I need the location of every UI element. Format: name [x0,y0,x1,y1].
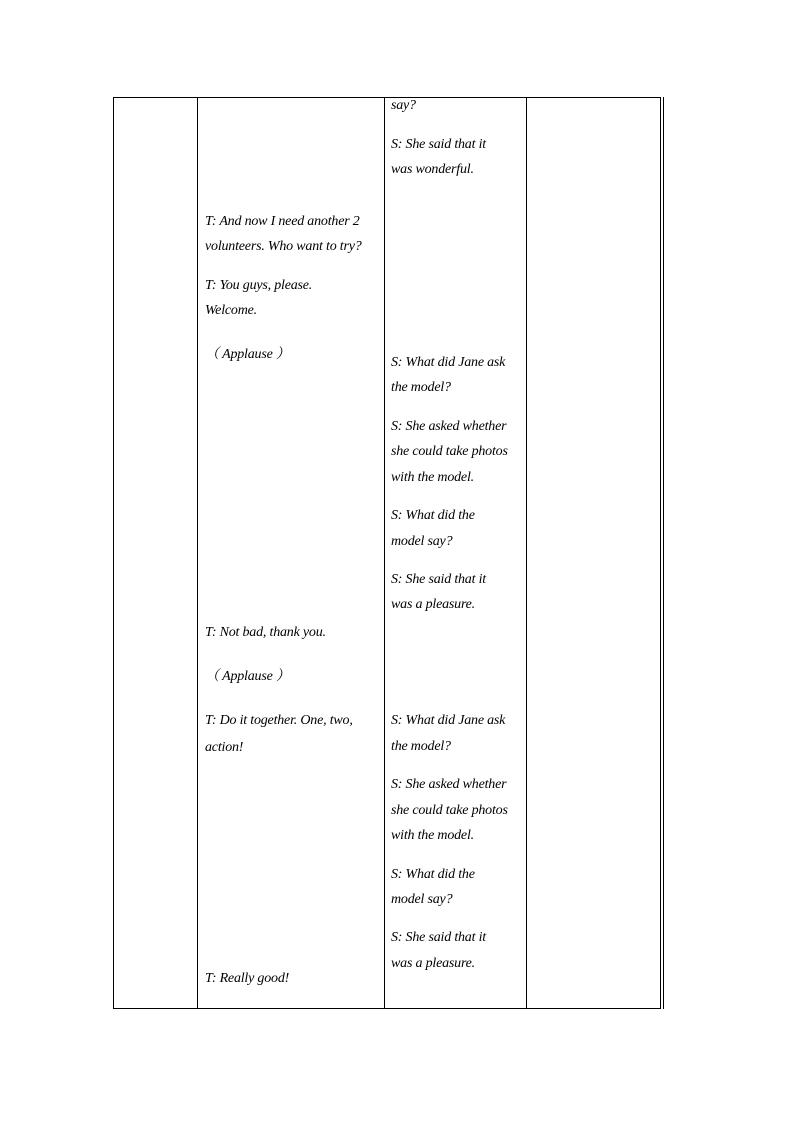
student-line: she could take photos [391,444,508,459]
column-divider-2 [384,98,385,1008]
column-divider-1 [197,98,198,1008]
teacher-line: action! [205,740,244,755]
student-line: with the model. [391,470,474,485]
student-line: she could take photos [391,803,508,818]
lesson-table [113,97,661,1009]
applause-note: （ Applause ） [205,347,290,362]
student-line: was a pleasure. [391,597,475,612]
student-line: with the model. [391,828,474,843]
column-divider-3 [526,98,527,1008]
teacher-line: Welcome. [205,303,257,318]
teacher-line: T: Do it together. One, two, [205,713,353,728]
teacher-line: T: You guys, please. [205,278,313,293]
student-line: was wonderful. [391,162,474,177]
teacher-line: T: Not bad, thank you. [205,625,326,640]
applause-note: （ Applause ） [205,669,290,684]
student-line: S: What did Jane ask [391,713,506,728]
student-line: the model? [391,739,451,754]
student-line: S: She said that it [391,930,486,945]
teacher-line: T: Really good! [205,971,290,986]
student-line: model say? [391,534,453,549]
student-line: S: She said that it [391,572,486,587]
teacher-line: T: And now I need another 2 [205,214,360,229]
student-line: S: She said that it [391,137,486,152]
student-line: say? [391,98,416,113]
student-line: S: She asked whether [391,777,507,792]
student-line: was a pleasure. [391,956,475,971]
student-line: the model? [391,380,451,395]
student-line: S: What did Jane ask [391,355,506,370]
student-line: model say? [391,892,453,907]
table-right-border [663,97,664,1009]
teacher-line: volunteers. Who want to try? [205,239,362,254]
student-line: S: What did the [391,867,475,882]
student-line: S: What did the [391,508,475,523]
student-line: S: She asked whether [391,419,507,434]
